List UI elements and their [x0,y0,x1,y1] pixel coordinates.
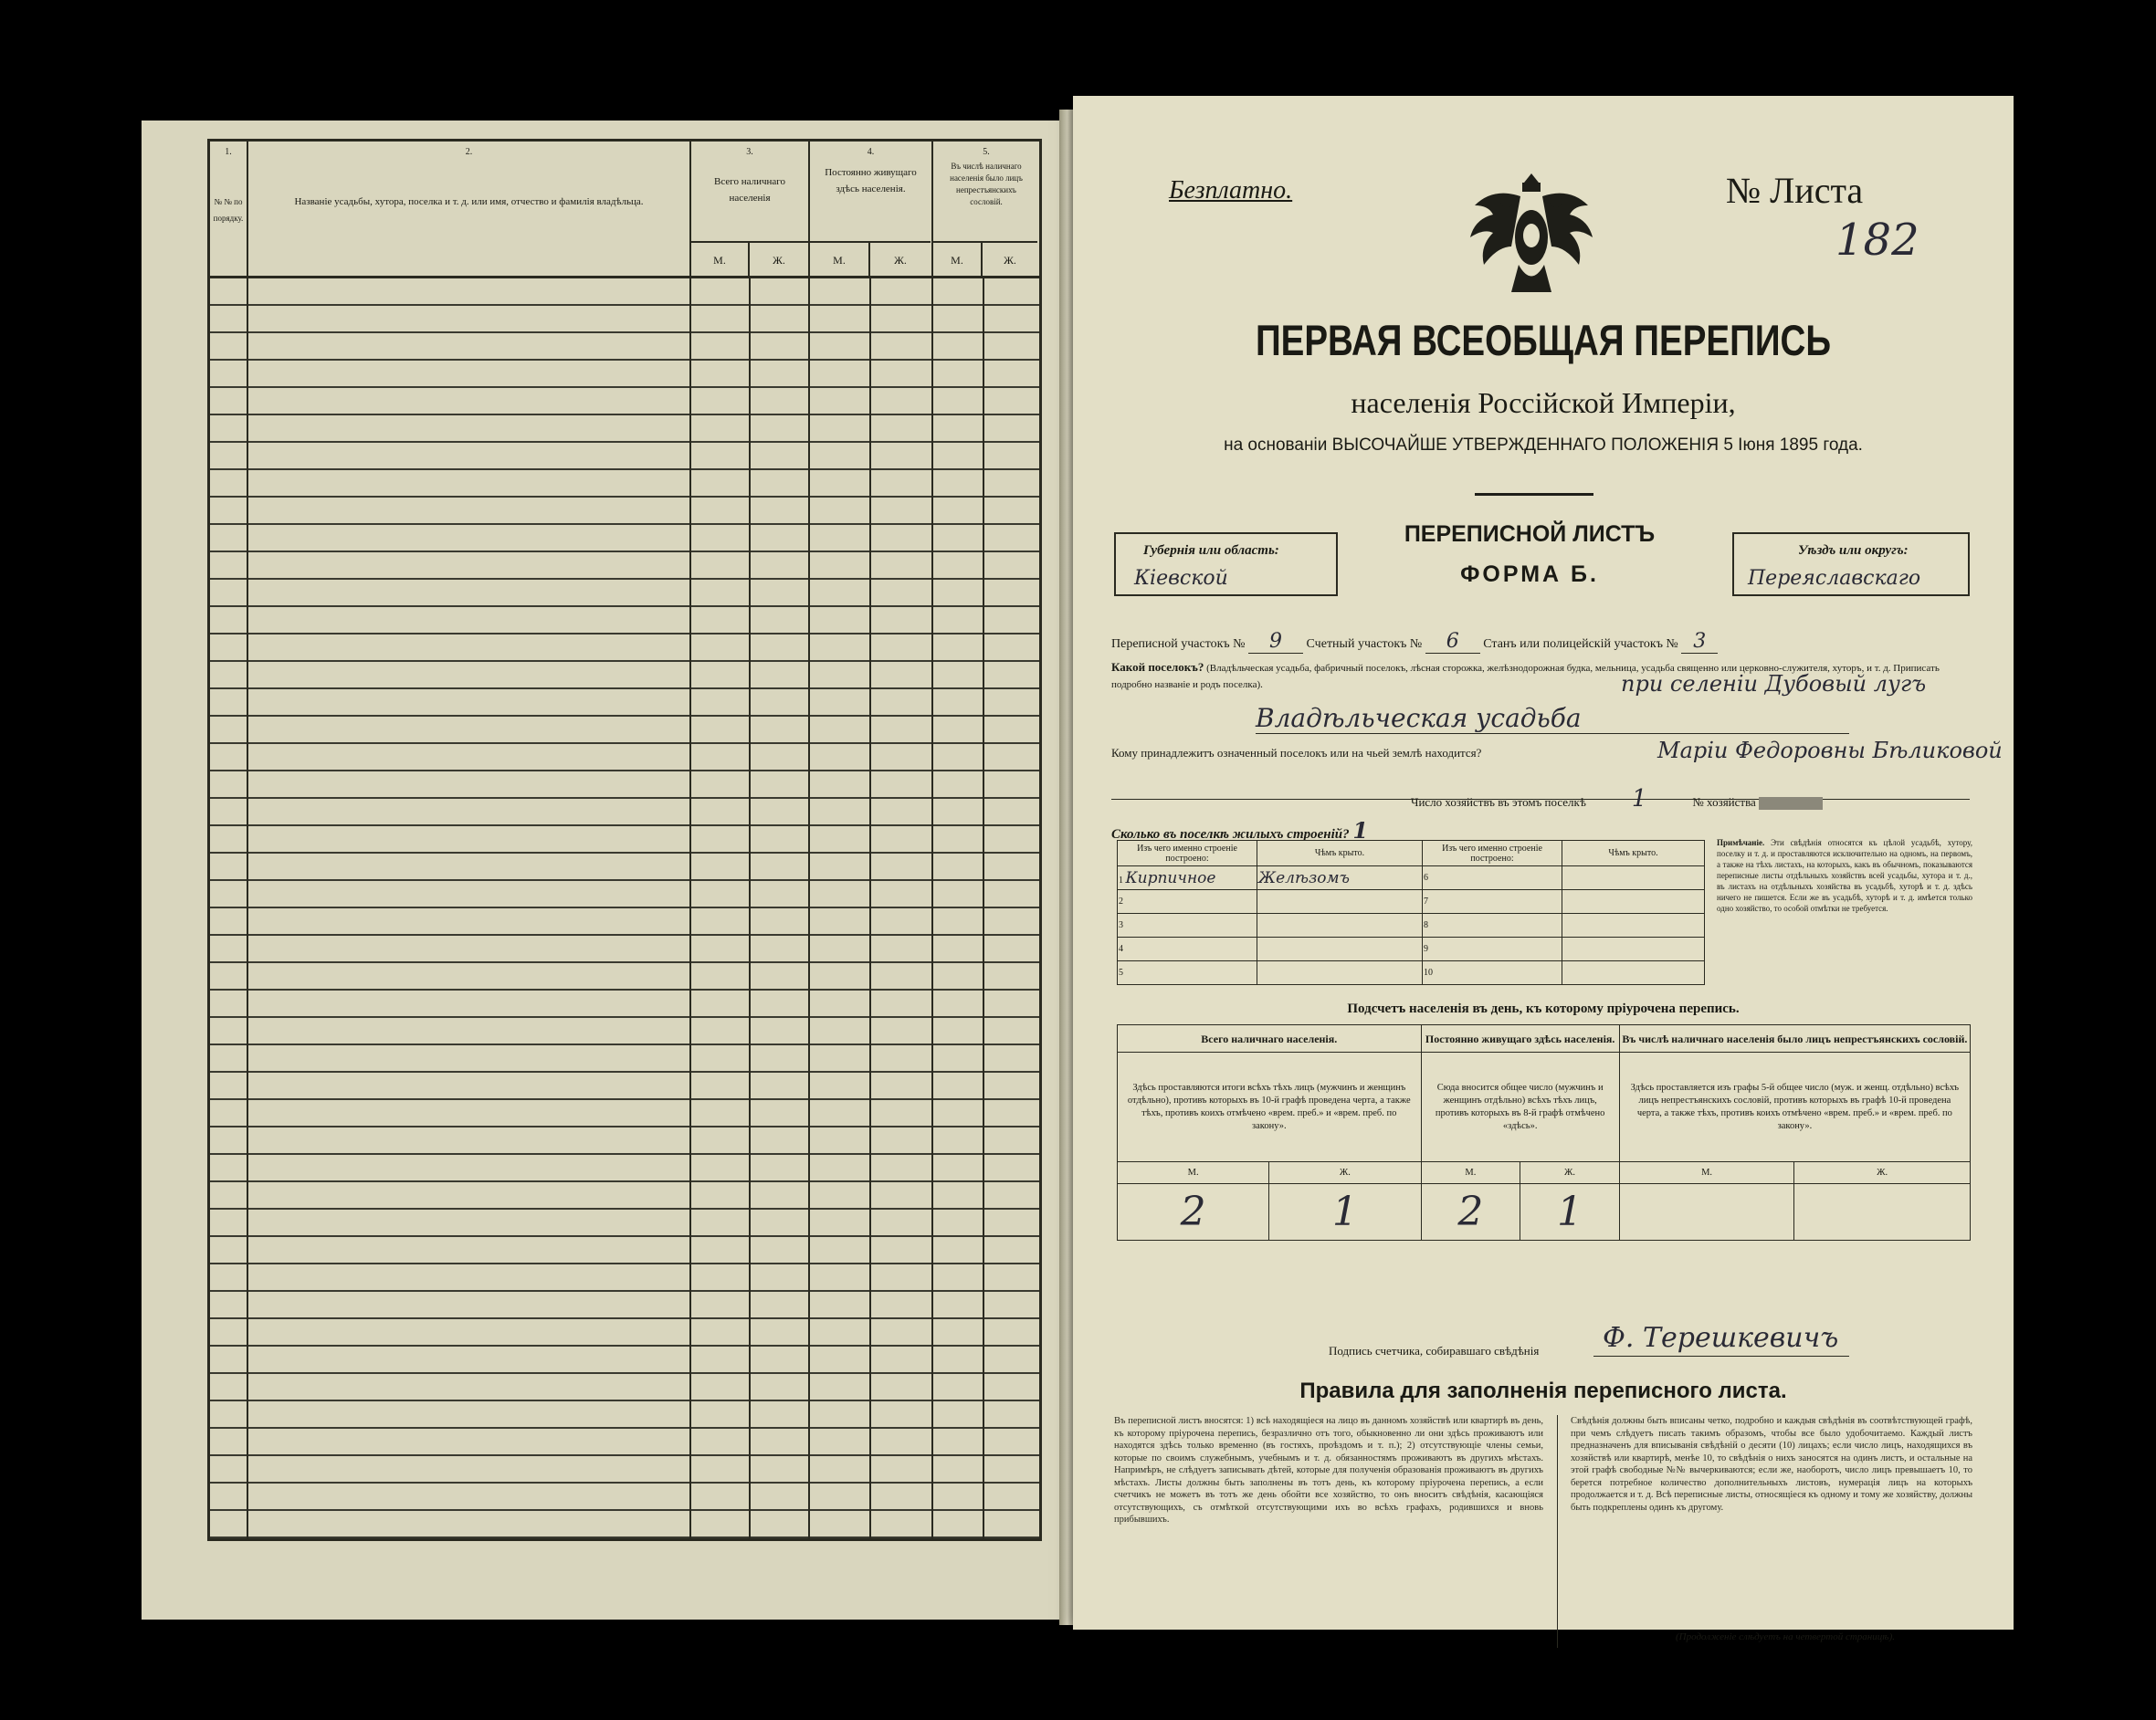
table-row: 7 [1423,890,1705,914]
zh-subheader: Ж. [750,241,808,276]
population-count-table: Всего наличнаго населенія. Постоянно живущаго здѣсь населенія. Въ числѣ наличнаго населенія было лицъ непрестъянскихъ сословій. Здѣсь проставляются итоги всѣхъ тѣхъ лицъ (мужчинъ и женщинъ отдѣльно), противъ которыхъ въ 10-й графѣ проведена черта, а также тѣхъ, противъ коихъ отмѣчено «вpeм. преб.» и «вpeм. преб. по закону». Сюда вносится общее число (мужчинъ и женщинъ отдѣльно) всѣхъ тѣхъ лицъ, противъ которыхъ въ 8-й графѣ отмѣчено «здѣсь». Здѣсь проставляется изъ графы 5-й общее число (муж. и женщ. отдѣльно) всѣхъ лицъ непрестъянскихъ сословій, противъ которыхъ въ графѣ 10-й проведена черта, а также тѣхъ, противъ коихъ отмѣчено «вpeм. преб.» и «вpeм. преб. по закону». М. Ж. М. Ж. М. Ж. 2 1 2 1 [1117,1024,1971,1241]
rules-title: Правила для заполненія переписного листа. [1299,1379,1787,1403]
right-page [1073,96,2014,1642]
sheet-number-handwritten: 182 [1835,215,1919,266]
count-title: Подсчетъ населенія въ день, къ которому пріурочена перепись. [1347,1002,1740,1016]
signature-handwritten: Ф. Терешкевичъ [1603,1322,1839,1354]
table-row: 4 [1118,938,1423,961]
ledger-head-col4: 4. Постоянно живущаго здѣсь населенія. М. Ж. [810,142,933,278]
ledger-head-col1: 1. № № по порядку. [210,142,248,278]
signature-line [1593,1356,1849,1357]
free-label: Безплатно. [1169,176,1293,205]
settlement-label: Какой поселокъ? [1111,660,1204,674]
household-ledger-table [207,139,1042,1541]
owner-label: Кому принадлежитъ означенный поселокъ или на чьей землѣ находится? [1111,746,1482,760]
perm-m-value: 2 [1421,1184,1520,1241]
ledger-head-col3: 3. Всего наличнаго населенія М. Ж. [691,142,810,278]
buildings-table-left: Изъ чего именно строеніе построено: Чѣмъ крыто. 1 Кирпичное Желѣзомъ 2 3 4 5 [1117,840,1423,985]
buildings-value: 1 [1352,817,1369,844]
table-row: 3 [1118,914,1423,938]
owner-handwritten: Марiи Федоровны Бѣликовой [1657,738,2003,763]
signature-label: Подпись счетчика, собиравшаго свѣдѣнія [1329,1344,1540,1358]
table-row: 5 [1118,961,1423,985]
settlement-handwritten-1: при селенiи Дубовый лугъ [1621,671,1927,697]
m-subheader: М. [810,241,870,276]
census-subtitle: населенія Россійской Имперіи, [1351,386,1736,419]
table-row: 8 [1423,914,1705,938]
census-basis: на основаніи ВЫСОЧАЙШЕ УТВЕРЖДЕННАГО ПОЛОЖЕНІЯ 5 Іюня 1895 года. [1224,435,1863,455]
ledger-head-col5: 5. Въ числѣ наличнаго населенія было лицъ непрестъянскихъ сословій. М. Ж. [933,142,1039,278]
census-title: ПЕРВАЯ ВСЕОБЩАЯ ПЕРЕПИСЬ [1255,316,1832,364]
ledger-head-col2: 2. Названіе усадьбы, хутора, поселка и т. д. или имя, отчество и фамилія владѣльца. [248,142,691,278]
table-row: 2 [1118,890,1423,914]
gubernia-box [1114,532,1338,596]
ledger-col-divider [689,278,691,1538]
rules-continuation: (Продолженіе слѣдуетъ на четвертой страницѣ). [1676,1631,1895,1642]
buildings-line: Сколько въ поселкѣ жилыхъ строеній? 1 [1111,817,1369,844]
non-zh-value [1794,1184,1971,1241]
divider [1475,493,1593,496]
ledger-rows [210,278,1039,1538]
rules-divider [1557,1415,1558,1648]
district-line: Переписной участокъ № 9 Счетный участокъ № 6 Станъ или полицейскій участокъ № 3 [1111,630,1718,654]
left-page [142,121,1064,1620]
perm-zh-value: 1 [1520,1184,1620,1241]
non-m-value [1619,1184,1794,1241]
rules-right-column: Свѣдѣнія должны быть вписаны четко, подробно и каждыя свѣдѣнія въ соотвѣтствующей графѣ, при чемъ слѣдуетъ писать такимъ образомъ, чтобы все было удобочитаемо. Каждый листъ предназначенъ для вписыванія свѣдѣній о десяти (10) лицахъ; если число лицъ, находящихся въ хозяйствѣ или квартирѣ, менѣе 10, то свѣдѣнія о нихъ заносятся на одинъ листъ, и остальные на этой графѣ свободные №№ вычеркиваются; если же, наоборотъ, число лицъ превышаетъ 10, то берется потребное количество дополнительныхъ листовъ, нумерація лицъ на которыхъ продолжается и т. д. Всѣ переписные листы, относящіеся къ одному и тому же хозяйству, должны быть подкреплены одинъ къ другому. [1571,1416,1972,1513]
gubernia-value: Кіевской [1134,567,1228,590]
table-row: 6 [1423,866,1705,890]
all-m-value: 2 [1118,1184,1269,1241]
rules-left-column: Въ переписной листъ вносятся: 1) всѣ находящіеся на лицо въ данномъ хозяйствѣ или квартирѣ въ день, къ которому пріурочена перепись, безразлично отъ того, обыкновенно ли они здѣсь проживаютъ или находятся здѣсь только временно (въ гостяхъ, проѣздомъ и т. п.); 2) отсутствующіе члены семьи, которые по своимъ служебнымъ, учебнымъ и т. д. обязанностямъ проживаютъ въ другихъ мѣстахъ. Напримѣръ, не слѣдуетъ записывать дѣтей, которые для полученія образованія проживаютъ въ другихъ мѣстахъ. Листы должны быть заполнены въ тотъ день, къ которому пріурочена перепись, а если счетчикъ не можетъ въ тотъ же день обойти все хозяйство, то онъ вноситъ свѣдѣнія, касающіяся отсутствующихъ, съ отмѣткой отсутствующими ихъ во всѣхъ графахъ, родившихся и вновь прибывшихъ. [1114,1416,1543,1525]
ledger-col-divider [869,278,871,1538]
ledger-col-divider [247,278,248,1538]
table-row: 10 [1423,961,1705,985]
household-no-redacted [1759,797,1823,810]
buildings-note: Примѣчаніе. Эти свѣдѣнія относятся къ цѣлой усадьбѣ, хутору, поселку и т. д. и проставляются исключительно на одномъ, на первомъ, а также на тѣхъ листахъ, на которыхъ, какъ въ обычномъ, показываются переписные листы отдѣльныхъ хозяйствъ всей усадьбы, хутора и т. д., въ листахъ на отдѣльныхъ хозяйства въ усадьбѣ, хуторѣ и т. д. здѣсь ничего не пишется. Если же въ усадьбѣ, хуторѣ и т. д. имѣется только одно хозяйство, то особой отмѣтки не требуется. [1717,838,1972,913]
settlement-note: (Владѣльческая усадьба, фабричный поселокъ, лѣсная сторожка, желѣзнодорожная будка, мельница, усадьба священно или церковно-служителя, хуторъ, и т. д. Приписать подробно названіе и родъ поселка). [1111,663,1940,690]
ledger-col-divider [749,278,751,1538]
count-district-value: 6 [1425,630,1480,654]
m-subheader: М. [933,241,983,276]
zh-subheader: Ж. [983,241,1037,276]
district-value: 9 [1248,630,1303,654]
zh-subheader: Ж. [870,241,931,276]
households-line: Число хозяйствъ въ этомъ поселкѣ 1 № хозяйства [1411,785,1823,813]
all-zh-value: 1 [1269,1184,1421,1241]
form-title: ПЕРЕПИСНОЙ ЛИСТЪ [1404,521,1656,547]
ledger-col-divider [983,278,984,1538]
uezd-label: Уѣздъ или округъ: [1798,543,1909,558]
table-row: 1 Кирпичное Желѣзомъ [1118,866,1423,890]
m-subheader: М. [691,241,750,276]
households-value: 1 [1631,785,1647,813]
station-value: 3 [1681,630,1718,654]
uezd-box [1732,532,1970,596]
gubernia-label: Губернія или область: [1143,543,1279,558]
uezd-value: Переяславскаго [1748,567,1921,590]
form-subtitle: ФОРМА Б. [1460,561,1599,587]
double-headed-eagle-emblem [1466,164,1598,301]
sheet-number-label: № Листа [1726,170,1864,211]
buildings-table-right: Изъ чего именно строеніе построено: Чѣмъ крыто. 6 7 8 9 10 [1422,840,1705,985]
settlement-handwritten-2: Владѣльческая усадьба [1256,703,1849,734]
ledger-col-divider [931,278,933,1538]
table-row: 9 [1423,938,1705,961]
ledger-col-divider [808,278,810,1538]
